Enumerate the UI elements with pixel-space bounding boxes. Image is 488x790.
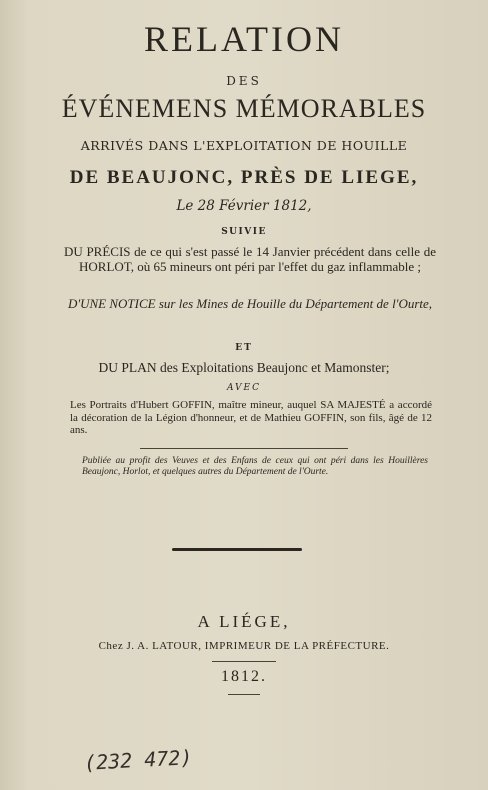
handwritten-shelfmark: (232 472) xyxy=(83,745,193,775)
publiee-paragraph: Publiée au profit des Veuves et des Enfans de ceux qui ont péri dans les Houillères Beaujonc, Horlot, et quelques autres du Département de l'Ourte. xyxy=(82,456,428,477)
year-divider xyxy=(228,694,260,695)
imprint-year: 1812. xyxy=(221,668,267,685)
avec-label: AVEC xyxy=(226,383,261,393)
subtitle-des: DES xyxy=(226,74,262,88)
date-line: Le 28 Février 1812, xyxy=(176,198,312,214)
subtitle-arrives: ARRIVÉS DANS L'EXPLOITATION DE HOUILLE xyxy=(80,138,408,153)
ornamental-rule xyxy=(172,548,302,551)
imprint-divider xyxy=(212,661,276,662)
notice-paragraph: D'UNE NOTICE sur les Mines de Houille du Département de l'Ourte, xyxy=(67,296,433,311)
imprint-printer: Chez J. A. LATOUR, IMPRIMEUR DE LA PRÉFECTURE. xyxy=(98,640,390,652)
subtitle-events: ÉVÉNEMENS MÉMORABLES xyxy=(61,94,427,123)
et-label: ET xyxy=(235,343,253,353)
precis-paragraph: DU PRÉCIS de ce qui s'est passé le 14 Janvier précédent dans celle de HORLOT, où 65 mineurs ont péri par l'effet du gaz inflammable ; xyxy=(64,244,436,274)
main-title: RELATION xyxy=(144,19,344,59)
subtitle-place: DE BEAUJONC, PRÈS DE LIEGE, xyxy=(69,167,419,188)
suivie-label: SUIVIE xyxy=(221,227,267,237)
portraits-paragraph: Les Portraits d'Hubert GOFFIN, maître mineur, auquel SA MAJESTÉ a accordé la décoration de la Légion d'honneur, et de Mathieu GOFFIN, son fils, âgé de 12 ans. xyxy=(70,399,432,436)
imprint-city: A LIÉGE, xyxy=(197,612,291,631)
divider-short xyxy=(140,448,348,449)
plan-line: DU PLAN des Exploitations Beaujonc et Mamonster; xyxy=(98,360,390,375)
